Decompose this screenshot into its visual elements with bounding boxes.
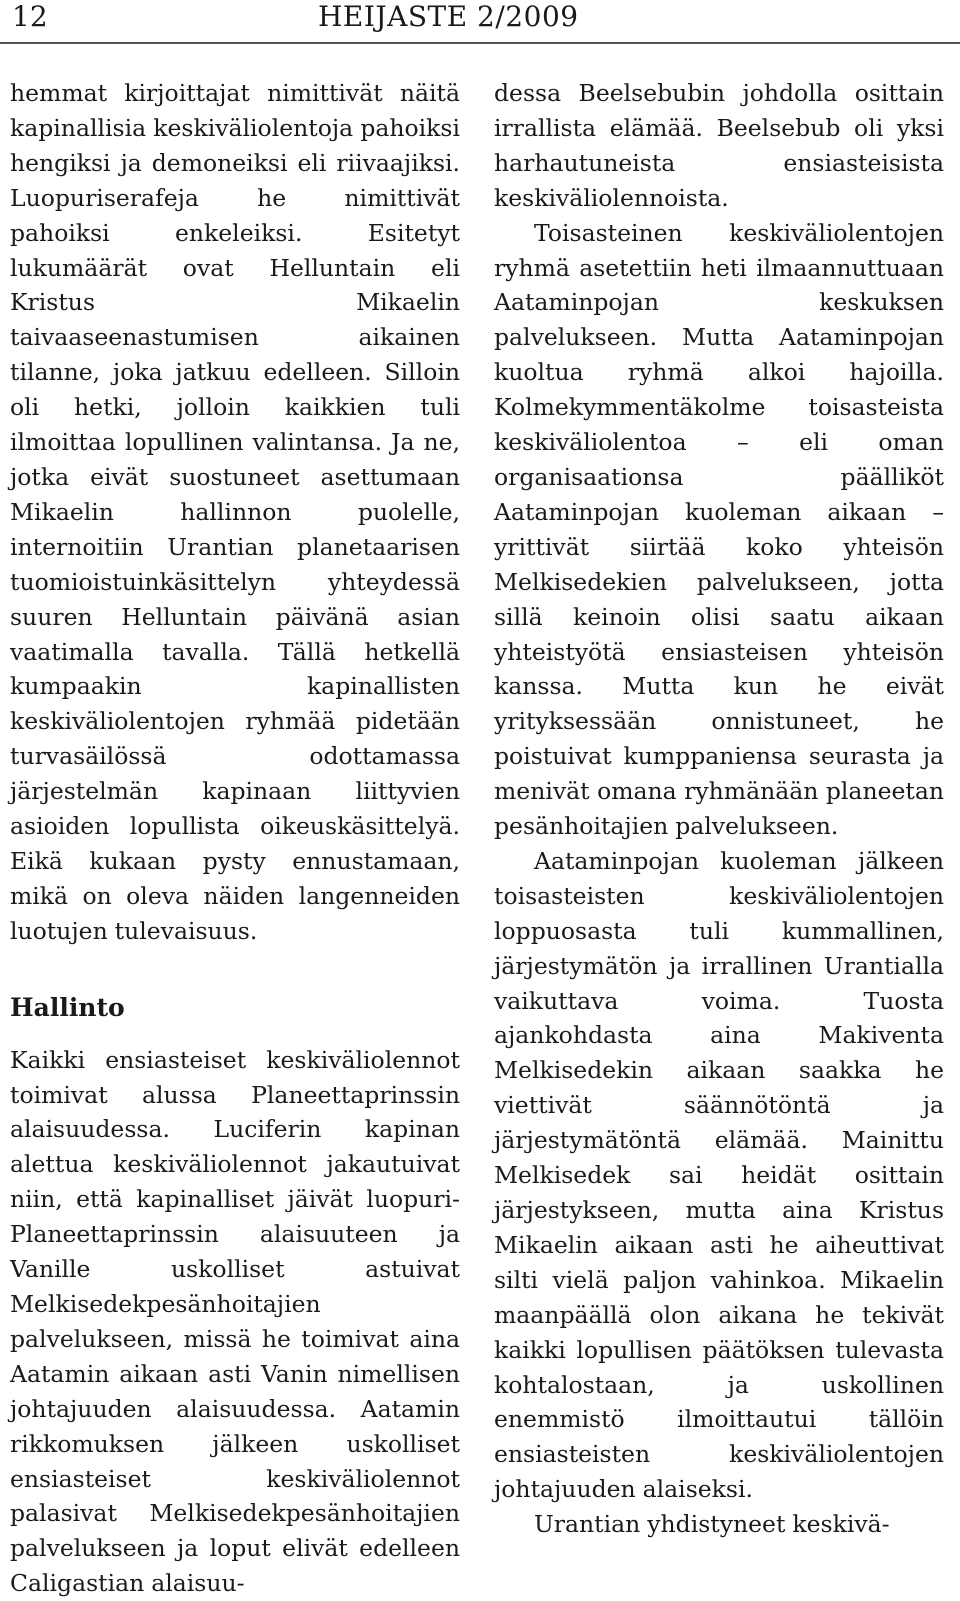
header-rule — [0, 42, 960, 44]
body-paragraph: hemmat kirjoittajat nimittivät näitä kapinallisia keskiväliolentoja pahoiksi hengiksi ja demoneiksi eli riivaajiksi. Luopuriserafeja he nimittivät pahoiksi enkeleiksi. Esitetyt lukumäärät ovat Helluntain eli Kristus Mikaelin taivaaseenastumisen aikainen tilanne, joka jatkuu edelleen. Silloin oli hetki, jolloin kaikkien tuli ilmoittaa lopullinen valintansa. Ja ne, jotka eivät suostuneet asettumaan Mikaelin hallinnon puolelle, internoitiin Urantian planetaarisen tuomioistuinkäsittelyn yhteydessä suuren Helluntain päivänä asian vaatimalla tavalla. Tällä hetkellä kumpaakin kapinallisten keskiväliolentojen ryhmää pidetään turvasäilössä odottamassa järjestelmän kapinaan liittyvien asioiden lopullista oikeuskäsittelyä. Eikä kukaan pysty ennustamaan, mikä on oleva näiden langenneiden luotujen tulevaisuus. — [10, 79, 460, 945]
publication-title: HEIJASTE 2/2009 — [318, 0, 579, 33]
left-column — [10, 76, 460, 1601]
right-column — [494, 76, 944, 1542]
body-paragraph: dessa Beelsebubin johdolla osittain irrallista elämää. Beelsebub oli yksi harhautuneista ensiasteisista keskiväliolennoista. — [494, 79, 944, 212]
page-header — [12, 0, 956, 40]
section-heading: Hallinto — [10, 992, 125, 1022]
page-number: 12 — [12, 0, 48, 33]
body-paragraph: Urantian yhdistyneet keskivä- — [534, 1510, 890, 1539]
body-paragraph: Toisasteinen keskiväliolentojen ryhmä asetettiin heti ilmaannuttuaan Aataminpojan keskuksen palvelukseen. Mutta Aataminpojan kuoltua ryhmä alkoi hajoilla. Kolmekymmentäkolme toisasteista keskiväliolentoa – eli oman organisaationsa päälliköt Aataminpojan kuoleman aikaan – yrittivät siirtää koko yhteisön Melkisedekien palvelukseen, jotta sillä keinoin olisi saatu aikaan yhteistyötä ensiasteisen yhteisön kanssa. Mutta kun he eivät yrityksessään onnistuneet, he poistuivat kumppaniensa seurasta ja menivät omana ryhmänään planeetan pesänhoitajien palvelukseen. — [494, 218, 944, 841]
body-paragraph: Aataminpojan kuoleman jälkeen toisasteisten keskiväliolentojen loppuosasta tuli kummallinen, järjestymätön ja irrallinen Urantialla vaikuttava voima. Tuosta ajankohdasta aina Makiventa Melkisedekin aikaan saakka he viettivät säännötöntä ja järjestymätöntä elämää. Mainittu Melkisedek sai heidät osittain järjestykseen, mutta aina Kristus Mikaelin aikaan asti he aiheuttivat silti vielä paljon vahinkoa. Mikaelin maanpäällä olon aikana he tekivät kaikki lopullisen päätöksen tulevasta kohtalostaan, ja uskollinen enemmistö ilmoittautui tällöin ensiasteisten keskiväliolentojen johtajuuden alaiseksi. — [494, 846, 944, 1504]
body-paragraph: Kaikki ensiasteiset keskiväliolennot toimivat alussa Planeettaprinssin alaisuudessa. Luciferin kapinan alettua keskiväliolennot jakautuivat niin, että kapinalliset jäivät luopuri-Planeettaprinssin alaisuuteen ja Vanille uskolliset astuivat Melkisedekpesänhoitajien palvelukseen, missä he toimivat aina Aatamin aikaan asti Vanin nimellisen johtajuuden alaisuudessa. Aatamin rikkomuksen jälkeen uskolliset ensiasteiset keskiväliolennot palasivat Melkisedekpesänhoitajien palvelukseen ja loput elivät edelleen Caligastian alaisuu- — [10, 1045, 460, 1598]
